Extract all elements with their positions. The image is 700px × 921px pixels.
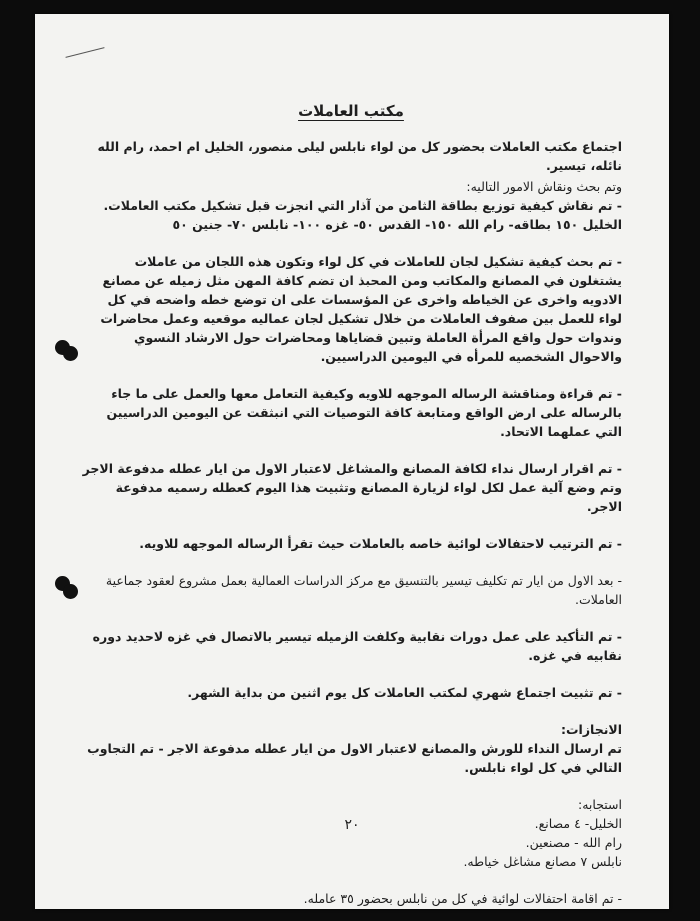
item-message-reading: - تم قراءة ومناقشة الرساله الموجهه للاويه وكيفية التعامل معها والعمل على ما جاء بالرساله على ارض الواقع ومتابعة كافة التوصيات التي انبثقت عن اليومين الدراسيين التي عملهما الاتحاد. xyxy=(106,386,622,439)
item-monthly-meeting: - تم تثبيت اجتماع شهري لمكتب العاملات كل يوم اثنين من بداية الشهر. xyxy=(187,685,622,700)
achievements-block xyxy=(80,720,622,777)
item-collective-contracts: - بعد الاول من ايار تم تكليف تيسير بالتنسيق مع مركز الدراسات العمالية بعمل مشروع لعقود جماعية العاملات. xyxy=(105,573,622,607)
pencil-mark xyxy=(65,47,104,58)
response-header: استجابه: xyxy=(578,797,622,812)
achievements-header: الانجازات: xyxy=(560,722,622,737)
achievements-text: تم ارسال النداء للورش والمصانع لاعتبار الاول من ايار عطله مدفوعة الاجر - تم التجاوب التالي في كل لواء نابلس. xyxy=(87,741,622,775)
item-committees: - تم بحث كيفية تشكيل لجان للعاملات في كل لواء وتكون هذه اللجان من عاملات يشتغلون في المصانع والمكاتب ومن المحبذ ان تضم كافة المهن مثل زميله عن مصانع الادويه واخرى عن الخياطه واخرى عن المؤسسات على ان توضع خطه واضحه في كل لواء للعمل بين صفوف العاملات من خلال تشكيل لجان عماليه موقعيه وعمل محاضرات وندوات حول واقع المرأة العاملة وتبين قضاياها ومحاضرات حول الارشاد النسوي والاحوال الشخصيه للمرأه في اليومين الدراسيين. xyxy=(100,254,622,364)
discussion-block xyxy=(80,177,622,234)
intro-text: اجتماع مكتب العاملات بحضور كل من لواء نابلس ليلى منصور، الخليل ام احمد، رام الله نائله، تيسير. xyxy=(97,139,622,173)
punch-hole-bottom-b xyxy=(63,584,78,599)
page-number: ٢٠ xyxy=(344,817,360,833)
intro-paragraph xyxy=(80,137,622,175)
punch-hole-top-b xyxy=(63,346,78,361)
response-block xyxy=(80,795,622,871)
item-may-day-appeal: - تم اقرار ارسال نداء لكافة المصانع والمشاغل لاعتبار الاول من ايار عطله مدفوعة الاجر وتم وضع آلية عمل لكل لواء لزيارة المصانع وتثبيت هذا اليوم كعطله رسميه مدفوعة الاجر. xyxy=(82,461,622,514)
item-card-distribution: - تم نقاش كيفية توزيع بطاقة الثامن من آذار التي انجزت قبل تشكيل مكتب العاملات. الخليل ١٥٠ بطاقه- رام الله ١٥٠- القدس ٥٠- غزه ١٠٠- نابلس ٧٠- جنين ٥٠ xyxy=(103,198,622,232)
response-nablus: نابلس ٧ مصانع مشاغل خياطه. xyxy=(463,854,622,869)
document-page xyxy=(35,14,669,909)
item-union-courses: - تم التأكيد على عمل دورات نقابية وكلفت الزميله تيسير بالاتصال في غزه لاحديد دوره نقابيه في غزه. xyxy=(92,629,622,663)
document-title: مكتب العاملات xyxy=(298,102,404,120)
final-item: - تم اقامة احتفالات لوائية في كل من نابلس بحضور ٣٥ عامله. xyxy=(303,891,622,906)
response-hebron: الخليل- ٤ مصانع. xyxy=(534,816,622,831)
item-celebrations: - تم الترتيب لاحتفالات لوائية خاصه بالعاملات حيث تقرأ الرساله الموجهه للاويه. xyxy=(139,536,622,551)
discussion-header: وتم بحث ونقاش الامور التاليه: xyxy=(466,179,622,194)
document-body xyxy=(80,102,622,909)
response-ramallah: رام الله - مصنعين. xyxy=(525,835,622,850)
